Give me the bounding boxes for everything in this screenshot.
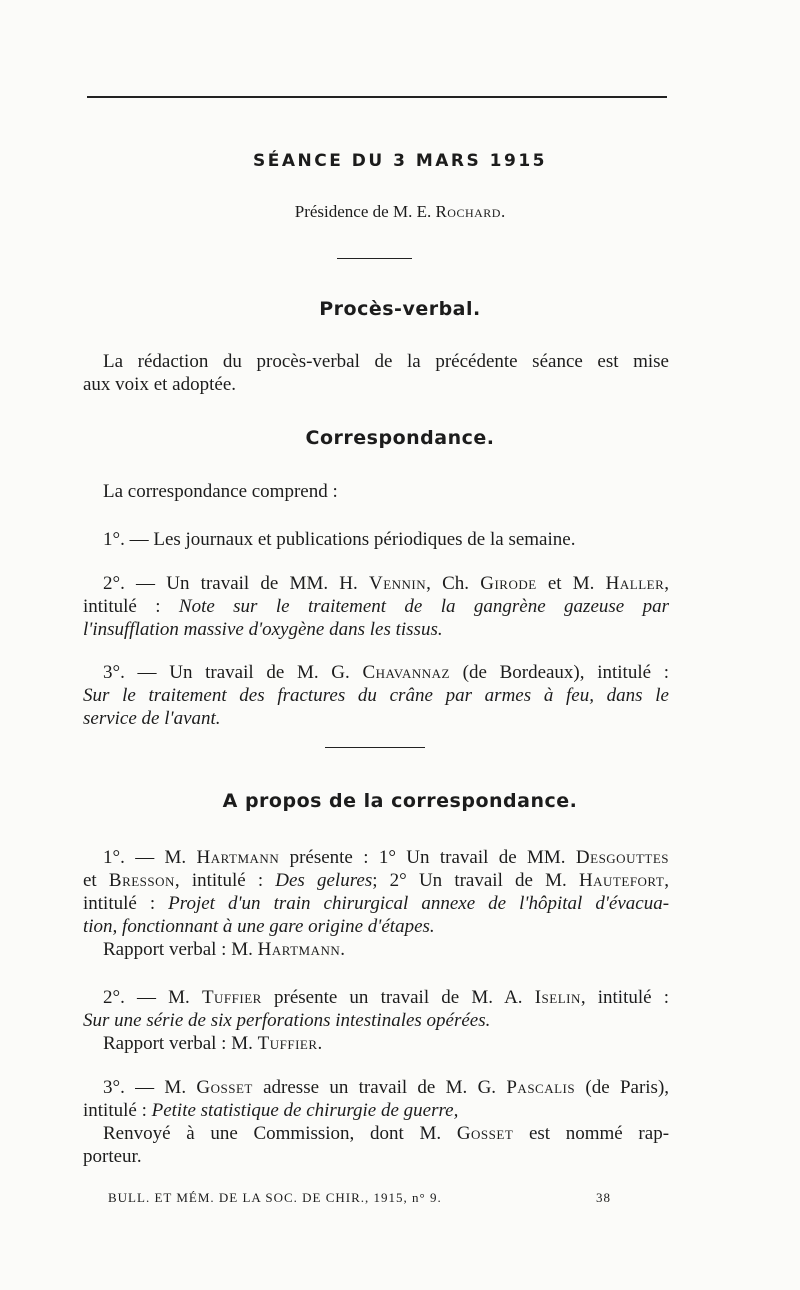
work-title: service de l'avant. <box>83 708 221 729</box>
intitule-label: intitulé : <box>83 893 156 914</box>
presidence-prefix: Présidence de M. E. <box>294 202 432 221</box>
item-line: porteur. <box>83 1146 142 1167</box>
work-title: Des gelures <box>275 870 373 891</box>
separator: , <box>664 573 669 594</box>
heading-a-propos: A propos de la correspondance. <box>222 790 578 812</box>
author-name: Pascalis <box>506 1077 576 1098</box>
proces-verbal-line: aux voix et adoptée. <box>83 374 237 395</box>
seance-title: SÉANCE DU 3 MARS 1915 <box>253 151 547 171</box>
author-name: Gosset <box>196 1077 253 1098</box>
correspondance-item-3 <box>83 661 669 730</box>
proces-verbal-line: La rédaction du procès-verbal de la précédente séance est mise <box>103 351 669 372</box>
work-title: Note sur le traitement de la gangrène gazeuse par <box>178 596 669 617</box>
item-line <box>83 892 669 915</box>
rapport-label: Rapport verbal : M. <box>103 1033 253 1054</box>
work-title: Sur le traitement des fractures du crâne par armes à feu, dans le <box>83 685 669 706</box>
intitule-label: intitulé : <box>83 596 161 617</box>
item-line <box>83 986 669 1009</box>
item-text: (de Paris), <box>575 1077 670 1098</box>
separator: et M. <box>536 573 595 594</box>
correspondance-item-1: 1°. — Les journaux et publications périodiques de la semaine. <box>103 529 576 550</box>
a-propos-item-2 <box>83 986 669 1055</box>
rapport-label: Rapport verbal : M. <box>103 939 253 960</box>
correspondance-item-2 <box>83 572 669 641</box>
author-name: Haller <box>605 573 665 594</box>
item-text: . <box>340 939 346 960</box>
separator: , Ch. <box>426 573 470 594</box>
footer-citation: BULL. ET MÉM. DE LA SOC. DE CHIR., 1915, n° 9. <box>108 1190 442 1205</box>
heading-proces-verbal: Procès-verbal. <box>319 298 481 320</box>
item-text: Renvoyé à une Commission, dont M. <box>103 1123 442 1144</box>
work-title: tion, fonctionnant à une gare origine d'étapes. <box>83 916 435 937</box>
proces-verbal-paragraph <box>83 350 669 396</box>
item-prefix: 2°. — Un travail de MM. H. <box>103 573 358 594</box>
rapport-line <box>83 938 669 961</box>
item-text: et <box>83 870 97 891</box>
author-name: Desgouttes <box>575 847 670 868</box>
item-text: . <box>317 1033 323 1054</box>
heading-correspondance: Correspondance. <box>305 427 495 449</box>
work-title: Projet d'un train chirurgical annexe de l'hôpital d'évacua- <box>168 893 670 914</box>
item-suffix: (de Bordeaux), intitulé : <box>449 662 669 683</box>
item-line <box>83 661 669 684</box>
work-title: l'insufflation massive d'oxygène dans les tissus. <box>83 619 443 640</box>
author-name: Hartmann <box>196 847 280 868</box>
intitule-label: intitulé : <box>83 1100 147 1121</box>
author-name: Hartmann <box>257 939 341 960</box>
presidence-suffix: . <box>500 202 506 221</box>
separator-rule <box>325 747 425 748</box>
author-name: Girode <box>480 573 537 594</box>
item-line <box>83 572 669 595</box>
author-name: Iselin <box>534 987 581 1008</box>
separator-rule <box>337 258 412 259</box>
top-rule <box>87 96 667 98</box>
item-text: , <box>664 870 670 891</box>
item-text: présente un travail de M. A. <box>261 987 523 1008</box>
item-line <box>83 846 669 869</box>
item-line <box>83 1076 669 1099</box>
a-propos-item-1 <box>83 846 669 961</box>
item-text: présente : 1° Un travail de MM. <box>279 847 566 868</box>
item-text: adresse un travail de M. G. <box>252 1077 497 1098</box>
item-line <box>83 869 669 892</box>
item-prefix: 3°. — Un travail de M. G. <box>103 662 350 683</box>
author-name: Hautefort <box>578 870 665 891</box>
author-name: Tuffier <box>201 987 262 1008</box>
author-name: Chavannaz <box>362 662 450 683</box>
author-name: Bresson <box>108 870 175 891</box>
author-name: Tuffier <box>257 1033 318 1054</box>
work-title: Petite statistique de chirurgie de guerre, <box>151 1100 459 1121</box>
work-title: Sur une série de six perforations intestinales opérées. <box>83 1010 491 1031</box>
author-name: Vennin <box>368 573 427 594</box>
item-line <box>83 595 669 618</box>
item-text: , intitulé : <box>580 987 670 1008</box>
item-line <box>83 1122 669 1145</box>
item-line <box>83 1099 669 1122</box>
item-text: , intitulé : <box>174 870 264 891</box>
item-prefix: 1°. — M. <box>103 847 187 868</box>
correspondance-intro: La correspondance comprend : <box>103 481 338 502</box>
author-name: Gosset <box>456 1123 514 1144</box>
presidence-line <box>0 200 800 223</box>
a-propos-item-3 <box>83 1076 669 1168</box>
rapport-line <box>83 1032 669 1055</box>
item-text: ; 2° Un travail de M. <box>372 870 567 891</box>
item-prefix: 3°. — M. <box>103 1077 187 1098</box>
page-number: 38 <box>596 1190 611 1205</box>
president-name: Rochard <box>435 202 501 221</box>
item-prefix: 2°. — M. <box>103 987 190 1008</box>
item-text: est nommé rap- <box>513 1123 670 1144</box>
